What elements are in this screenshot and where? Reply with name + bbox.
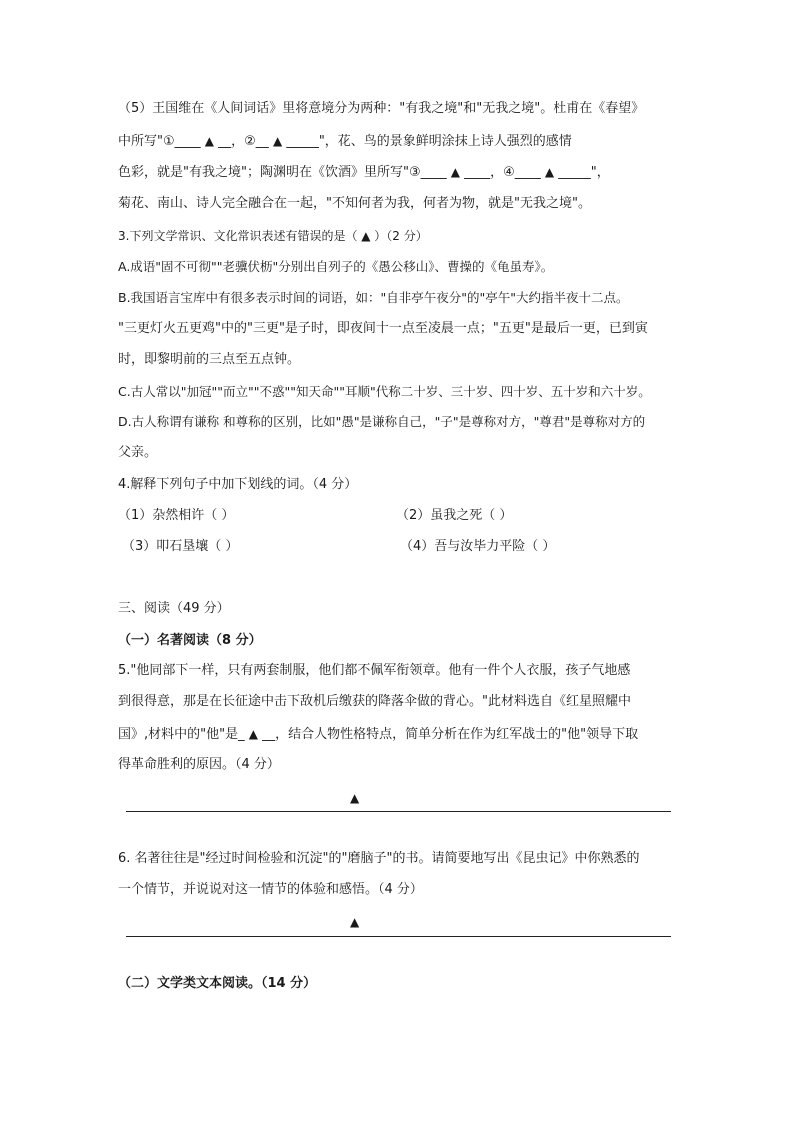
q2-5-text-d: 色彩，就是"有我之境"；陶渊明在《饮酒》里所写"③____ bbox=[118, 165, 447, 180]
q2-5-text-f: _____"， bbox=[558, 165, 610, 180]
q4-item-3: （3）叩石垦壤（ ） bbox=[122, 539, 239, 554]
section-3-title: 三、阅读（49 分） bbox=[118, 601, 230, 616]
section-3-sub-2: （二）文学类文本阅读。（14 分） bbox=[118, 976, 317, 991]
q4-stem: 4.解释下列句子中加下划线的词。（4 分） bbox=[118, 477, 358, 492]
q3-stem: 3.下列文学常识、文化常识表述有错误的是（ ▲ ）（2 分） bbox=[118, 229, 428, 243]
q5-line-2: 到很得意，那是在长征途中击下敌机后缴获的降落伞做的背心。"此材料选自《红星照耀中 bbox=[118, 694, 631, 709]
section-3-sub-1: （一）名著阅读（8 分） bbox=[118, 633, 262, 648]
q3-option-b-line-2: "三更灯火五更鸡"中的"三更"是子时，即夜间十一点至凌晨一点；"五更"是最后一更，已到寅 bbox=[118, 321, 648, 336]
q2-5-text-b: __，②__ bbox=[218, 134, 269, 149]
q2-5-text-a: 中所写"①____ bbox=[118, 134, 201, 149]
blank-marker-4: ▲ bbox=[544, 165, 555, 179]
blank-marker-2: ▲ bbox=[272, 134, 283, 148]
q5-line-4: 得革命胜利的原因。（4 分） bbox=[118, 757, 280, 772]
q2-5-line-3 bbox=[118, 163, 610, 182]
q3-option-d-line-2: 父亲。 bbox=[118, 445, 158, 460]
q5-answer-marker: ▲ bbox=[350, 791, 360, 805]
q6-answer-line[interactable] bbox=[126, 936, 671, 937]
q3-option-a: A.成语"固不可彻""老骥伏枥"分别出自列子的《愚公移山》、曹操的《龟虽寿》。 bbox=[118, 259, 554, 274]
q3-option-b-line-1: B.我国语言宝库中有很多表示时间的词语，如："自非亭午夜分"的"亭午"大约指半夜十二点。 bbox=[118, 290, 629, 305]
q6-line-1: 6. 名著往往是"经过时间检验和沉淀"的"磨脑子"的书。请简要地写出《昆虫记》中你熟悉的 bbox=[118, 851, 640, 866]
q4-item-4: （4）吾与汝毕力平险（ ） bbox=[400, 539, 556, 554]
q3-option-d-line-1: D.古人称谓有谦称 和尊称的区别，比如"愚"是谦称自己，"子"是尊称对方，"尊君"是尊称对方的 bbox=[118, 414, 646, 429]
q5-line-1: 5."他同部下一样，只有两套制服，他们都不佩军衔领章。他有一件个人衣服，孩子气地感 bbox=[118, 663, 631, 678]
blank-marker-3: ▲ bbox=[450, 165, 460, 179]
q4-item-1: （1）杂然相许（ ） bbox=[118, 508, 235, 523]
q5-line-3 bbox=[118, 725, 638, 744]
q2-5-line-4: 菊花、南山、诗人完全融合在一起，"不知何者为我，何者为物，就是"无我之境"。 bbox=[118, 196, 591, 211]
q2-5-line-2 bbox=[118, 132, 572, 151]
q3-option-b-line-3: 时，即黎明前的三点至五点钟。 bbox=[118, 352, 301, 367]
q6-line-2: 一个情节，并说说对这一情节的体验和感悟。（4 分） bbox=[118, 882, 423, 897]
q2-5-line-1: （5）王国维在《人间词话》里将意境分为两种："有我之境"和"无我之境"。杜甫在《春望》 bbox=[118, 101, 645, 116]
q2-5-text-c: _____"，花、鸟的景象鲜明涂抹上诗人强烈的感情 bbox=[286, 134, 572, 149]
q5-answer-line[interactable] bbox=[126, 811, 671, 812]
q6-answer-marker: ▲ bbox=[350, 915, 360, 929]
q2-5-text-e: ____，④____ bbox=[464, 165, 541, 180]
q5-text-a: 国》,材料中的"他"是_ bbox=[118, 727, 245, 742]
blank-marker-5: ▲ bbox=[248, 727, 258, 741]
q4-item-2: （2）虽我之死（ ） bbox=[396, 508, 513, 523]
blank-marker-1: ▲ bbox=[204, 134, 215, 148]
q3-option-c: C.古人常以"加冠""而立""不惑""知天命""耳顺"代称二十岁、三十岁、四十岁、五十岁和六十岁。 bbox=[118, 384, 651, 399]
q5-text-b: __，结合人物性格特点，简单分析在作为红军战士的"他"领导下取 bbox=[262, 727, 639, 742]
